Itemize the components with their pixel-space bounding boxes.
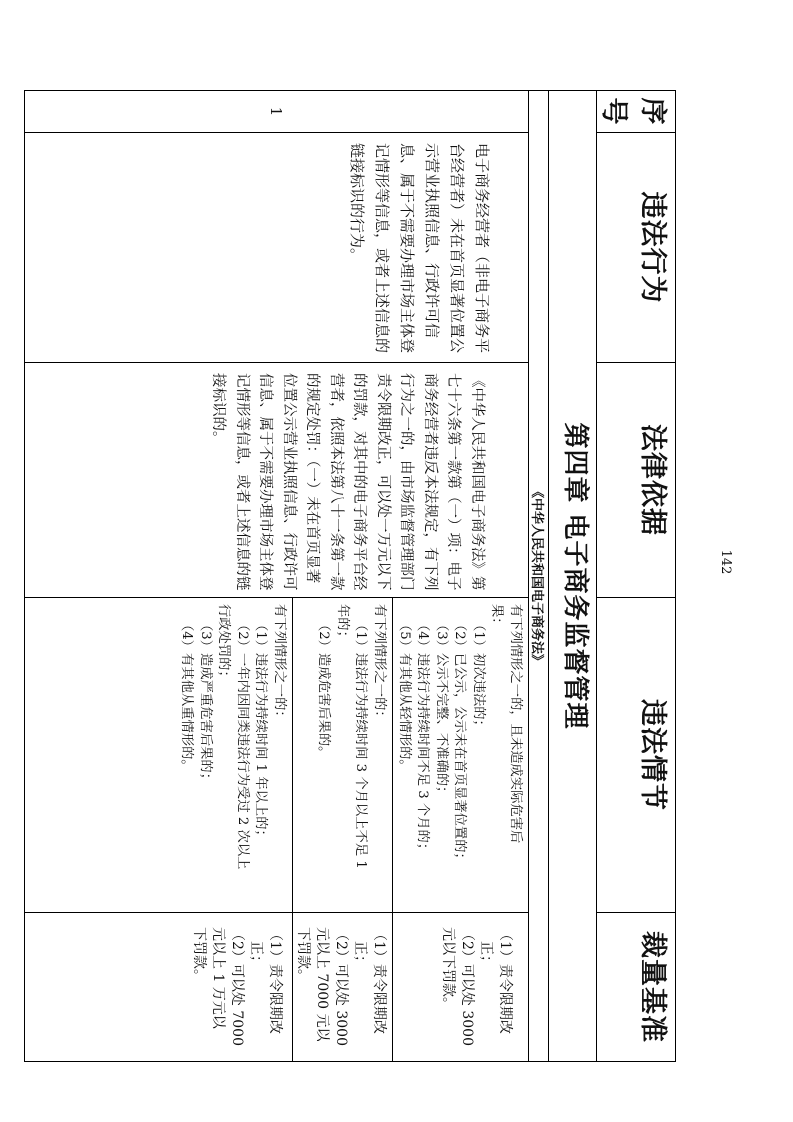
tier3-item-2: （2）一年内因同类违法行为受过 2 次以上	[235, 618, 250, 870]
header-legal-basis: 法律依据	[597, 363, 676, 598]
tier2-item-2: （2）造成危害后果的。	[316, 618, 332, 760]
law-title: 《中华人民共和国电子商务法》	[529, 91, 549, 1062]
tier1-std-1: （1）责令限期改	[497, 927, 513, 1034]
tier1-item-2: （2）已公示，公示未在首页显著位置的；	[452, 618, 468, 866]
legal-basis-text: 《中华人民共和国电子商务法》第七十六条第一款第（一）项：电子商务经营者违反本法规定，有下列行为之一的，由市场监督管理部门责令限期改正，可以处一万元以下的罚款，对其中的电子商务平台经营者，依照本法第八十一条第一款的规定处罚：（一）未在首页显著位置公示营业执照信息、行政许可信息、属于不需要办理市场主体登记情形等信息，或者上述信息的链接标识的。	[25, 363, 529, 598]
circumstances-tier-3	[25, 598, 293, 913]
tier2-item-1-cont: 年的；	[335, 604, 350, 644]
tier1-intro-1: 有下列情形之一的，且未造成实际危害后	[508, 604, 523, 844]
chapter-row	[549, 91, 597, 1062]
tier1-item-5: （5）有其他从轻情形的。	[397, 618, 412, 773]
header-row	[597, 91, 676, 1062]
row-index: 1	[25, 91, 529, 133]
law-row	[529, 91, 549, 1062]
tier3-item-4: （4）有其他从重情形的。	[179, 618, 195, 773]
tier3-std-2: 正；	[248, 941, 264, 969]
tier3-std-1: （1）责令限期改	[267, 927, 283, 1034]
tier2-intro-1: 有下列情形之一的：	[372, 604, 387, 724]
tier2-item-1: （1）违法行为持续时间 3 个月以上不足 1	[353, 618, 369, 869]
violation-text: 电子商务经营者（非电子商务平台经营者）未在首页显著位置公示营业执照信息、行政许可信息、属于不需要办理市场主体登记情形等信息，或者上述信息的链接标识的行为。	[25, 133, 529, 363]
tier2-std-2: 正；	[352, 941, 368, 969]
tier2-std-1: （1）责令限期改	[371, 927, 387, 1034]
header-index: 序号	[597, 91, 676, 133]
tier3-item-3: （3）造成严重危害后果的；	[198, 618, 213, 787]
header-circumstances: 违法情节	[597, 598, 676, 913]
tier1-std-4: 元以下罚款。	[440, 927, 456, 1011]
tier2-std-3: （2）可以处 3000	[333, 927, 349, 1046]
tier3-std-4: 元以上 1 万元以	[210, 927, 226, 1029]
tier1-std-2: 正；	[478, 941, 494, 969]
page-number: 142	[718, 549, 733, 575]
discretion-table	[24, 90, 676, 1062]
tier3-item-1: （1）违法行为持续时间 1 年以上的；	[253, 618, 269, 843]
standard-tier-2	[293, 913, 393, 1062]
standard-tier-1	[393, 913, 529, 1062]
tier3-std-3: （2）可以处 7000	[229, 927, 245, 1046]
header-standard: 裁量基准	[597, 913, 676, 1062]
standard-tier-3	[25, 913, 293, 1062]
tier3-std-5: 下罚款。	[191, 927, 207, 983]
tier1-std-3: （2）可以处 3000	[459, 927, 475, 1046]
tier3-item-2-cont: 行政处罚的；	[216, 604, 232, 684]
tier2-std-4: 元以上 7000 元以	[314, 927, 330, 1042]
tier1-item-1: （1）初次违法的；	[471, 618, 486, 733]
tier1-item-3: （3）公示不完整、不准确的；	[434, 618, 449, 800]
tier3-intro-1: 有下列情形之一的：	[272, 604, 287, 724]
circumstances-tier-2	[293, 598, 393, 913]
tier1-item-4: （4）违法行为持续时间不足 3 个月的；	[415, 618, 431, 857]
tier2-std-5: 下罚款。	[295, 927, 311, 983]
header-violation: 违法行为	[597, 133, 676, 363]
chapter-title: 第四章 电子商务监督管理	[549, 91, 597, 1062]
tier1-intro-2: 果：	[489, 604, 505, 631]
circumstances-tier-1	[393, 598, 529, 913]
tier-row-1	[393, 91, 529, 1062]
